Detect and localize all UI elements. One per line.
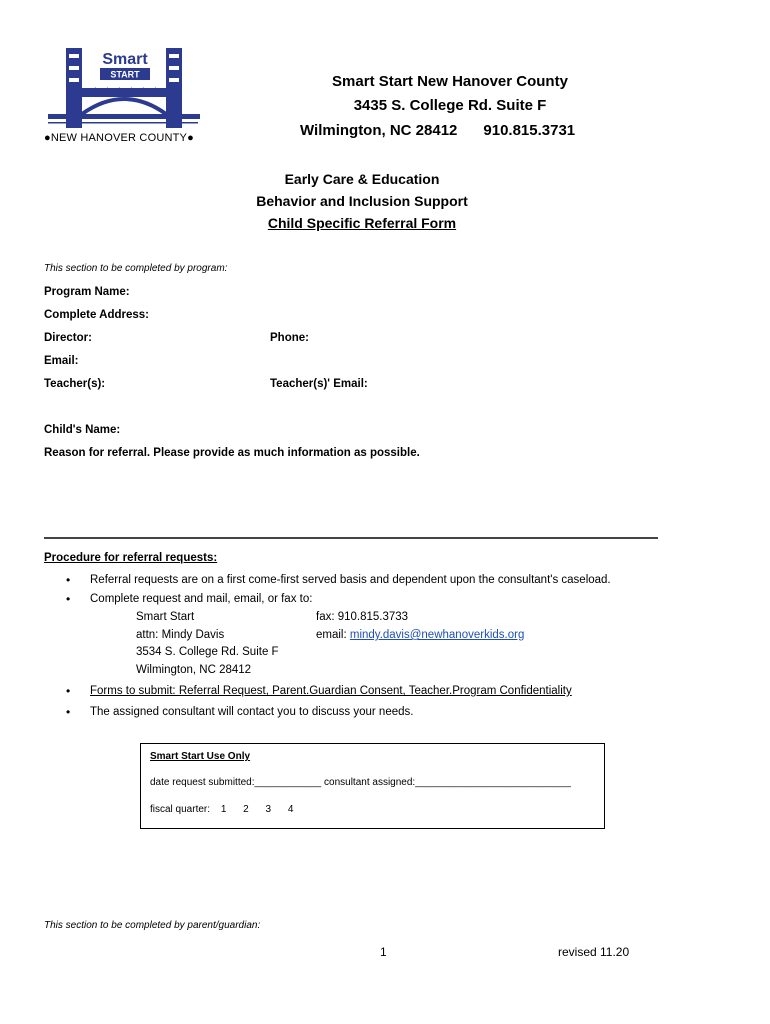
org-city-phone [300, 122, 575, 139]
form-title: Child Specific Referral Form [267, 215, 457, 231]
org-phone: 910.815.3731 [483, 122, 576, 139]
contact-street: 3534 S. College Rd. Suite F [136, 646, 279, 658]
procedure-bullet-2: Complete request and mail, email, or fax to: [90, 593, 313, 605]
director-label: Director: [44, 332, 92, 344]
fiscal-quarter-option: 3 [265, 804, 272, 815]
program-section-note: This section to be completed by program: [44, 263, 228, 274]
childs-name-label: Child's Name: [44, 424, 121, 436]
office-use-date-line: date request submitted:____________ consultant assigned:____________________________ [150, 777, 571, 788]
procedure-bullet-4: The assigned consultant will contact you to discuss your needs. [90, 706, 414, 718]
procedure-bullet-3: Forms to submit: Referral Request, Parent.Guardian Consent, Teacher.Program Confidentiality [90, 685, 572, 697]
revision-label: revised 11.20 [558, 945, 630, 959]
contact-name: Smart Start [136, 611, 195, 623]
bullet-icon: • [66, 573, 71, 587]
fiscal-quarter-option: 2 [243, 804, 249, 815]
contact-email-link[interactable]: mindy.davis@newhanoverkids.org [349, 629, 525, 641]
logo-word-top: Smart [102, 51, 148, 68]
logo-word-bottom: START [110, 69, 140, 80]
title-line-2: Behavior and Inclusion Support [256, 193, 468, 209]
page-number: 1 [380, 945, 387, 959]
teachers-label: Teacher(s): [44, 378, 106, 390]
fiscal-quarter-option: 4 [287, 804, 294, 815]
complete-address-label: Complete Address: [44, 309, 150, 321]
teachers-email-label: Teacher(s)' Email: [270, 378, 368, 390]
office-use-title: Smart Start Use Only [150, 751, 251, 762]
org-street: 3435 S. College Rd. Suite F [353, 97, 547, 114]
org-name: Smart Start New Hanover County [332, 73, 568, 90]
logo-caption-text: NEW HANOVER COUNTY [50, 132, 188, 144]
procedure-bullet-1: Referral requests are on a first come-first served basis and dependent upon the consultant's caseload. [90, 574, 611, 586]
bullet-icon: • [66, 705, 71, 719]
section-divider [44, 537, 658, 539]
contact-email-row [316, 629, 524, 641]
email-label: Email: [44, 355, 79, 367]
title-line-1: Early Care & Education [284, 171, 440, 187]
parent-section-note: This section to be completed by parent/guardian: [44, 920, 261, 931]
reason-label: Reason for referral. Please provide as much information as possible. [44, 447, 420, 459]
bullet-icon: • [66, 592, 71, 606]
contact-fax: fax: 910.815.3733 [316, 611, 409, 623]
fiscal-quarter-label: fiscal quarter: [150, 804, 211, 815]
logo-caption [44, 132, 194, 144]
fiscal-quarter-option: 1 [220, 804, 227, 815]
bullet-dot-icon: ● [187, 132, 194, 144]
procedure-title: Procedure for referral requests: [44, 552, 218, 564]
fiscal-quarter-row [150, 804, 293, 815]
phone-label: Phone: [270, 332, 309, 344]
bullet-dot-icon: ● [44, 132, 51, 144]
contact-city: Wilmington, NC 28412 [136, 664, 252, 676]
bullet-icon: • [66, 684, 71, 698]
contact-attn: attn: Mindy Davis [136, 629, 225, 641]
org-city: Wilmington, NC 28412 [300, 122, 458, 139]
contact-email-label: email: [316, 629, 350, 641]
program-name-label: Program Name: [44, 286, 130, 298]
